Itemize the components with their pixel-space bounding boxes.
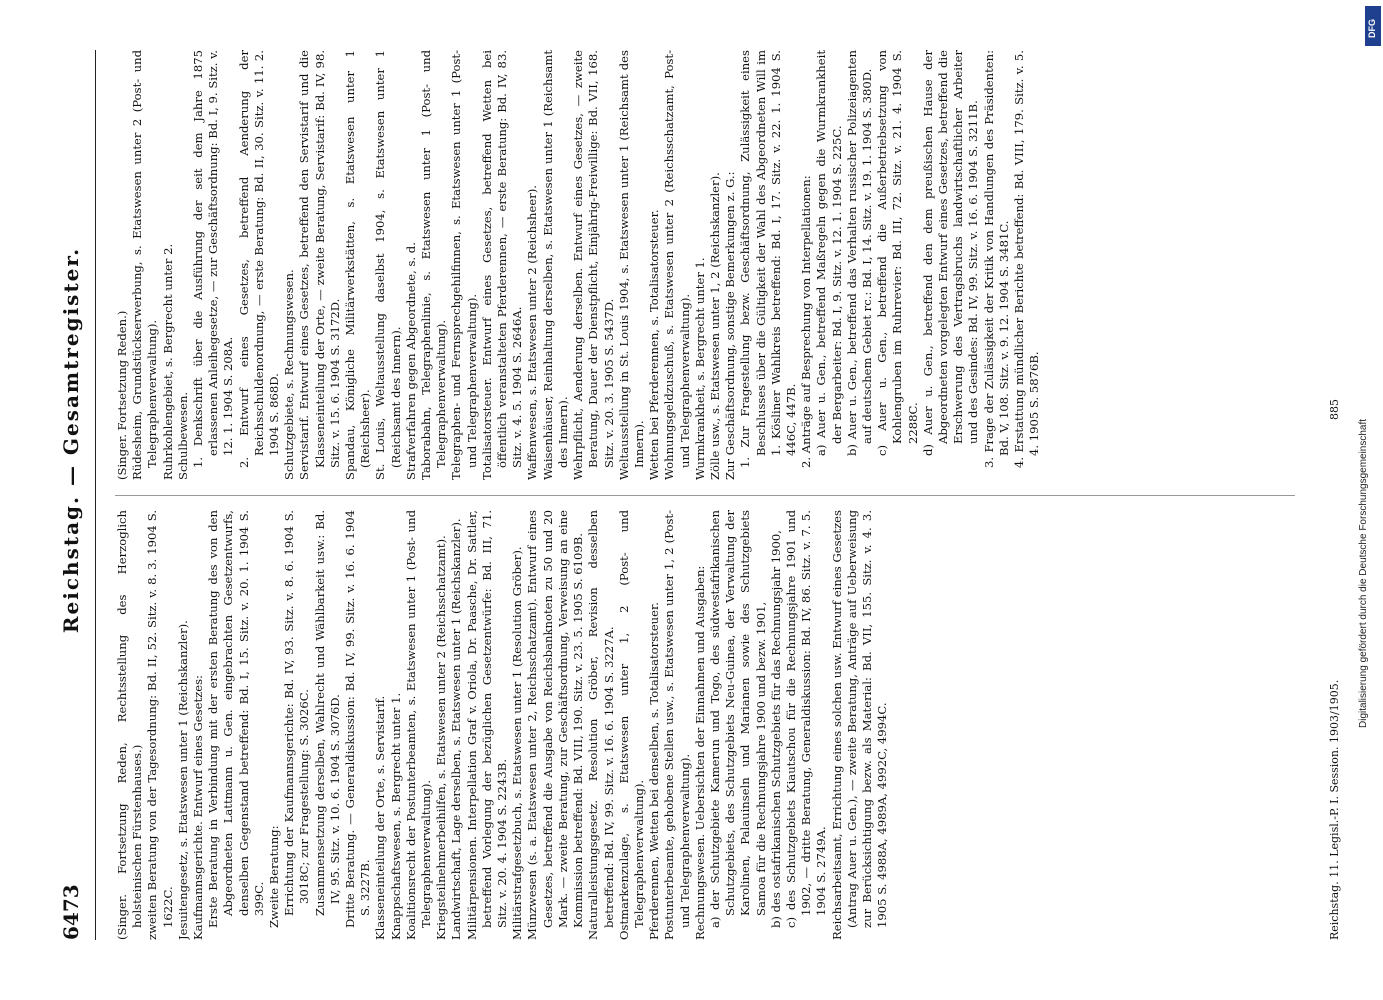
entry: Erste Beratung in Verbindung mit der ersten Beratung des von den Abgeordneten Lattmann u. Gen. eingebrachten Gesetzentwurfs, denselben Gegenstand betreffend: Bd. I, 15. Sitz. v. 20. 1. 1904 S. 399C.	[206, 510, 266, 928]
entry: Militärstrafgesetzbuch, s. Etatswesen unter 1 (Resolution Gröber).	[510, 546, 525, 940]
entry: Wetten bei Pferderennen, s. Totalisatorsteuer.	[647, 209, 662, 480]
entry: Klasseneinteilung der Orte, s. Servistarif.	[373, 695, 388, 940]
page-number: 6473	[59, 884, 83, 940]
column-divider	[115, 495, 1295, 496]
entry: Errichtung der Kaufmannsgerichte: Bd. IV, 93. Sitz. v. 8. 6. 1904 S. 3018C; zur Fragestellung: S. 3026C.	[282, 510, 312, 916]
entry: Servistarif. Entwurf eines Gesetzes, betreffend den Servistarif und die Klasseneinteilung der Orte, — zweite Beratung, Servistarif: Bd. IV, 98. Sitz. v. 15. 6. 1904 S. 3172D.	[297, 50, 342, 480]
entry: Zusammensetzung derselben, Wahlrecht und Wählbarkeit usw.: Bd. IV, 95. Sitz. v. 10. 6. 1904 S. 3076D.	[312, 510, 342, 916]
entry: Landwirtschaft, Lage derselben, s. Etatswesen unter 1 (Reichskanzler).	[449, 518, 464, 940]
header-rule	[95, 50, 96, 940]
entry: Kaufmannsgerichte. Entwurf eines Gesetzes:	[191, 675, 206, 940]
entry: b) des ostafrikanischen Schutzgebiets für das Rechnungsjahr 1900,	[768, 530, 783, 928]
entry: (Singer. Fortsetzung Reden.)	[115, 310, 129, 480]
entry: a) der Schutzgebiete Kamerun und Togo, des südwestafrikanischen Schutzgebiets, des Schutzgebiets Neu-Guinea, der Verwaltung der Karolinen, Palauinseln und Marianen sowie des Schutzgebiets Samoa für die Rechnungsjahre 1900 und bezw. 1901,	[707, 510, 768, 928]
credit-text: Digitalisierung gefördert durch die Deutsche Forschungsgemeinschaft	[1358, 418, 1369, 728]
entry: Wurmkrankheit, s. Bergrecht unter 1.	[692, 257, 707, 480]
right-column	[115, 50, 1295, 480]
entry: Ostmarkenzulage, s. Etatswesen unter 1, 2 (Post- und Telegraphenverwaltung).	[616, 510, 646, 940]
entry: Zölle usw., s. Etatswesen unter 1, 2 (Reichskanzler).	[707, 172, 722, 480]
entry: Koalitionsrecht der Postunterbeamten, s. Etatswesen unter 1 (Post- und Telegraphenverwaltung).	[403, 510, 434, 940]
entry: 2. Anträge auf Besprechung von Interpellationen:	[799, 175, 814, 468]
entry: Weltausstellung in St. Louis 1904, s. Etatswesen unter 1 (Reichsamt des Innern).	[616, 50, 646, 480]
entry: d) Auer u. Gen., betreffend den dem preußischen Hause der Abgeordneten vorgelegten Entwurf eines Gesetzes, betreffend die Erschwerung des Vertragsbruchs landwirtschaftlicher Arbeiter und des Gesindes: Bd. IV, 99. Sitz. v. 16. 6. 1904 S. 3211B.	[920, 50, 981, 456]
entry: Spandau, Königliche Militärwerkstätten, s. Etatswesen unter 1 (Reichsheer).	[343, 50, 373, 480]
entry: Naturalleistungsgesetz. Resolution Gröber, Revision desselben betreffend: Bd. IV, 99. Sitz. v. 16. 6. 1904 S. 3227A.	[586, 510, 616, 940]
entry: 2. Entwurf eines Gesetzes, betreffend Aenderung der Reichsschuldenordnung, — erste Beratung: Bd. II, 30. Sitz. v. 11. 2. 1904 S. 868D.	[236, 50, 282, 468]
entry: 1. Denkschrift über die Ausführung der seit dem Jahre 1875 erlassenen Anleihegesetze, — zur Geschäftsordnung: Bd. I, 9. Sitz. v. 12. 1. 1904 S. 208A.	[191, 50, 236, 468]
entry: c) Auer u. Gen., betreffend die Außerbetriebsetzung von Kohlengruben im Ruhrrevier: Bd. III, 72. Sitz. v. 21. 4. 1904 S. 2288C.	[875, 50, 920, 456]
entry: Waisenhäuser, Reinhaltung derselben, s. Etatswesen unter 1 (Reichsamt des Innern).	[540, 50, 570, 480]
entry: 1. Zur Fragestellung bezw. Geschäftsordnung, Zulässigkeit eines Beschlusses über die Gültigkeit der Wahl des Abgeordneten Will im 1. Kösliner Wahlkreis betreffend: Bd. I, 17. Sitz. v. 22. 1. 1904 S. 446C, 447B.	[738, 50, 798, 468]
page-title: Reichstag. — Gesamtregister.	[59, 246, 83, 634]
page-header	[55, 50, 95, 940]
dfg-logo	[1365, 6, 1381, 46]
dfg-logo-text: DFG	[1367, 19, 1377, 38]
entry: Jesuitengesetz, s. Etatswesen unter 1 (Reichskanzler).	[175, 620, 190, 940]
entry: St. Louis, Weltausstellung daselbst 1904, s. Etatswesen unter 1 (Reichsamt des Innern).	[373, 50, 403, 480]
footer-signature: 885	[1328, 399, 1341, 420]
entry: Pferderennen, Wetten bei denselben, s. Totalisatorsteuer.	[647, 602, 662, 940]
entry: Taborabahn, Telegraphenlinie, s. Etatswesen unter 1 (Post- und Telegraphenverwaltung).	[419, 50, 449, 480]
entry: zweiten Beratung von der Tagesordnung: Bd. II, 52. Sitz. v. 8. 3. 1904 S. 1622C.	[145, 510, 175, 940]
entry: Zweite Beratung:	[267, 825, 282, 928]
entry: Schulbewesen.	[175, 391, 190, 480]
entry: Militärpensionen. Interpellation Graf v. Oriola, Dr. Paasche, Dr. Sattler, betreffend Vorlegung der bezüglichen Gesetzentwürfe: Bd. III, 71. Sitz. v. 20. 4. 1904 S. 2243B.	[464, 510, 510, 940]
entry: Wehrpflicht, Aenderung derselben. Entwurf eines Gesetzes, — zweite Beratung, Dauer der Dienstpflicht, Einjährig-Freiwillige: Bd. VII, 168. Sitz. v. 20. 3. 1905 S. 5437D.	[571, 50, 616, 480]
entry: Strafverfahren gegen Abgeordnete, s. d.	[403, 242, 418, 480]
digitization-credit	[1348, 8, 1380, 992]
entry: b) Auer u. Gen., betreffend das Verhalten russischer Polizeiagenten auf deutschem Gebiet rc.: Bd. I, 14. Sitz. v. 19. 1. 1904 S. 380D.	[844, 50, 874, 456]
left-column	[115, 510, 1295, 940]
entry: Schutzgebiete, s. Rechnungswesen.	[282, 269, 297, 480]
entry: Rüdesheim, Grundstückserwerbung, s. Etatswesen unter 2 (Post- und Telegraphenverwaltung).	[130, 50, 160, 480]
entry: c) des Schutzgebiets Kiautschou für die Rechnungsjahre 1901 und 1902, — dritte Beratung, Generaldiskussion: Bd. IV, 86. Sitz. v. 7. 5. 1904 S. 2749A.	[783, 510, 829, 928]
entry: Dritte Beratung. — Generaldiskussion: Bd. IV, 99. Sitz. v. 16. 6. 1904 S. 3227B.	[343, 510, 373, 928]
entry: Kriegsteilnehmerbeihilfen, s. Etatswesen unter 2 (Reichsschatzamt).	[434, 535, 449, 940]
entry: Telegraphen- und Fernsprechgehilfinnen, s. Etatswesen unter 1 (Post- und Telegraphenverwaltung).	[449, 50, 479, 480]
entry: Waffenwesen, s. Etatswesen unter 2 (Reichsheer).	[525, 185, 540, 480]
entry: (Singer. Fortsetzung Reden, Rechtsstellung des Herzoglich holsteinischen Fürstenhauses.)	[115, 510, 145, 940]
entry: Rechnungswesen. Uebersichten der Einnahmen und Ausgaben:	[692, 565, 707, 940]
entry: Zur Geschäftsordnung, sonstige Bemerkungen z. G.:	[723, 171, 738, 480]
entry: Ruhrkohlengebiet, s. Bergrecht unter 2.	[160, 243, 175, 480]
entry: Totalisatorsteuer. Entwurf eines Gesetzes, betreffend Wetten bei öffentlich veranstalteten Pferderennen, — erste Beratung: Bd. IV, 83. Sitz. v. 4. 5. 1904 S. 2646A.	[479, 50, 525, 480]
entry: Reichsarbeitsamt, Errichtung eines solchen usw. Entwurf eines Gesetzes (Antrag Auer u. Gen.), — zweite Beratung, Anträge auf Ueberweisung zur Berücksichtigung bezw. als Material: Bd. VII, 155. Sitz. v. 4. 3. 1905 S. 4988A, 4989A, 4992C, 4994C.	[829, 510, 890, 940]
entry: 3. Frage der Zulässigkeit der Kritik von Handlungen des Präsidenten: Bd. V, 108. Sitz. v. 9. 12. 1904 S. 3481C.	[981, 50, 1011, 468]
page-footer	[1328, 50, 1350, 940]
footer-publication: Reichstag. 11. Legisl.-P. I. Session. 1903/1905.	[1328, 679, 1341, 940]
entry: Wohnungsgeldzuschuß, s. Etatswesen unter 2 (Reichsschatzamt, Post- und Telegraphenverwaltung).	[662, 50, 692, 480]
entry: Knappschaftswesen, s. Bergrecht unter 1.	[388, 692, 403, 940]
entry: Postunterbeamte, gehobene Stellen usw., s. Etatswesen unter 1, 2 (Post- und Telegraphenverwaltung).	[662, 510, 692, 940]
entry: Münzwesen (s. a. Etatswesen unter 2, Reichsschatzamt). Entwurf eines Gesetzes, betreffend die Ausgabe von Reichsbanknoten zu 50 und 20 Mark. — zweite Beratung, zur Geschäftsordnung, Verweisung an eine Kommission betreffend: Bd. VIII, 190. Sitz. v. 23. 5. 1905 S. 6109B.	[525, 510, 586, 940]
entry: a) Auer u. Gen., betreffend Maßregeln gegen die Wurmkrankheit der Bergarbeiter: Bd. I, 9. Sitz. v. 12. 1. 1904 S. 225C.	[814, 50, 844, 456]
entry: 4. Erstattung mündlicher Berichte betreffend: Bd. VIII, 179. Sitz. v. 5. 4. 1905 S. 5876B.	[1011, 50, 1042, 468]
